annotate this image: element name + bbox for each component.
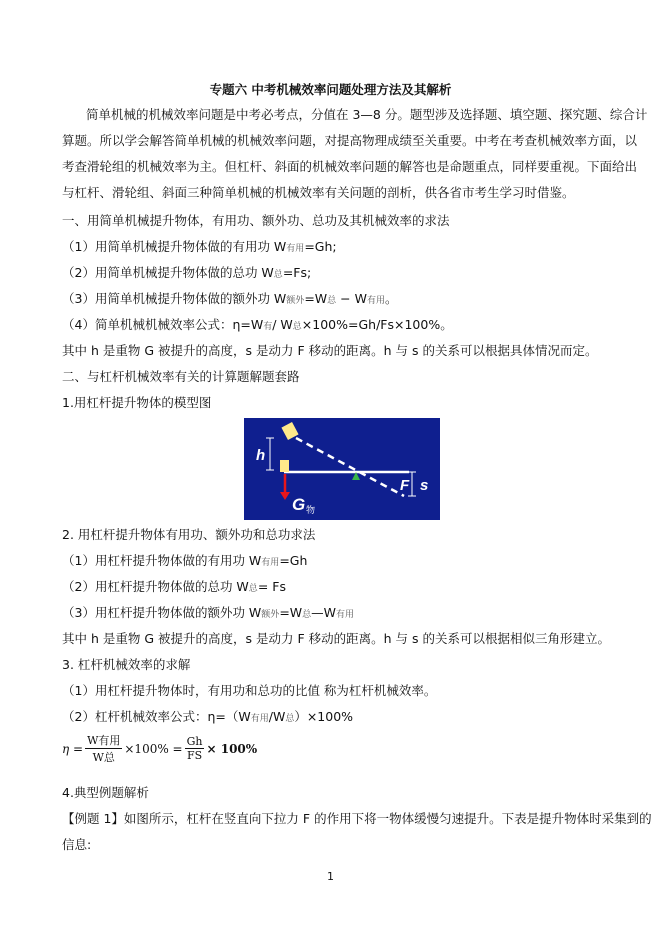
intro-line: 考查滑轮组的机械效率为主。但杠杆、斜面的机械效率问题的解答也是命题重点，同样要重视。下面给出 (62, 159, 638, 174)
label-s: s (420, 477, 429, 494)
intro-line: 与杠杆、滑轮组、斜面三种简单机械的机械效率有关问题的剖析，供各省市考生学习时借鉴。 (62, 185, 575, 200)
diagram-background (244, 418, 440, 520)
label-G: G (292, 495, 306, 514)
lower-block (280, 460, 289, 472)
subheading-examples: 4.典型例题解析 (62, 785, 149, 800)
formula-item: （4）简单机械机械效率公式：η=W有/ W总×100%=Gh/Fs×100%。 (62, 317, 453, 332)
example-text-cont: 信息: (62, 837, 92, 852)
formula-item: （3）用简单机械提升物体做的额外功 W额外=W总 − W有用。 (62, 291, 398, 306)
section1-note: 其中 h 是重物 G 被提升的高度，s 是动力 F 移动的距离。h 与 s 的关系可以根据具体情况而定。 (62, 343, 598, 358)
lever-diagram (244, 418, 440, 520)
page-number: 1 (327, 870, 334, 883)
document-title: 专题六 中考机械效率问题处理方法及其解析 (209, 82, 452, 97)
intro-line: 算题。所以学会解答简单机械的机械效率问题，对提高物理成绩至关重要。中考在考查机械效率方面，以 (62, 133, 638, 148)
subheading-efficiency: 3. 杠杆机械效率的求解 (62, 657, 191, 672)
label-F: F (400, 477, 410, 494)
label-h: h (256, 447, 266, 464)
section1-heading: 一、用简单机械提升物体，有用功、额外功、总功及其机械效率的求法 (62, 213, 450, 228)
formula-item: （1）用简单机械提升物体做的有用功 W有用=Gh; (62, 239, 337, 254)
efficiency-equation: η = $\frac{\text{W有用}}{\text{W总}}$ ×100% = $\frac{Gh}{FS}$ × 100% (62, 734, 258, 764)
subheading-model: 1.用杠杆提升物体的模型图 (62, 395, 212, 410)
intro-line: 简单机械的机械效率问题是中考必考点，分值在 3—8 分。题型涉及选择题、填空题、探究题、综合计 (86, 107, 648, 122)
subheading-work: 2. 用杠杆提升物体有用功、额外功和总功求法 (62, 527, 316, 542)
example-text: 【例题 1】如图所示，杠杆在竖直向下拉力 F 的作用下将一物体缓慢匀速提升。下表是提升物体时采集到的 (62, 811, 652, 826)
section2-heading: 二、与杠杆机械效率有关的计算题解题套路 (62, 369, 300, 384)
efficiency-item: （1）用杠杆提升物体时，有用功和总功的比值 称为杠杆机械效率。 (62, 683, 437, 698)
label-G-sub: 物 (306, 506, 316, 516)
formula-item: （1）用杠杆提升物体做的有用功 W有用=Gh (62, 553, 308, 568)
formula-item: （2）用简单机械提升物体做的总功 W总=Fs; (62, 265, 312, 280)
formula-item: （3）用杠杆提升物体做的额外功 W额外=W总—W有用 (62, 605, 355, 620)
section2-note: 其中 h 是重物 G 被提升的高度，s 是动力 F 移动的距离。h 与 s 的关系可以根据相似三角形建立。 (62, 631, 610, 646)
efficiency-formula: （2）杠杆机械效率公式：η=（W有用/W总）×100% (62, 709, 354, 724)
formula-item: （2）用杠杆提升物体做的总功 W总= Fs (62, 579, 286, 594)
